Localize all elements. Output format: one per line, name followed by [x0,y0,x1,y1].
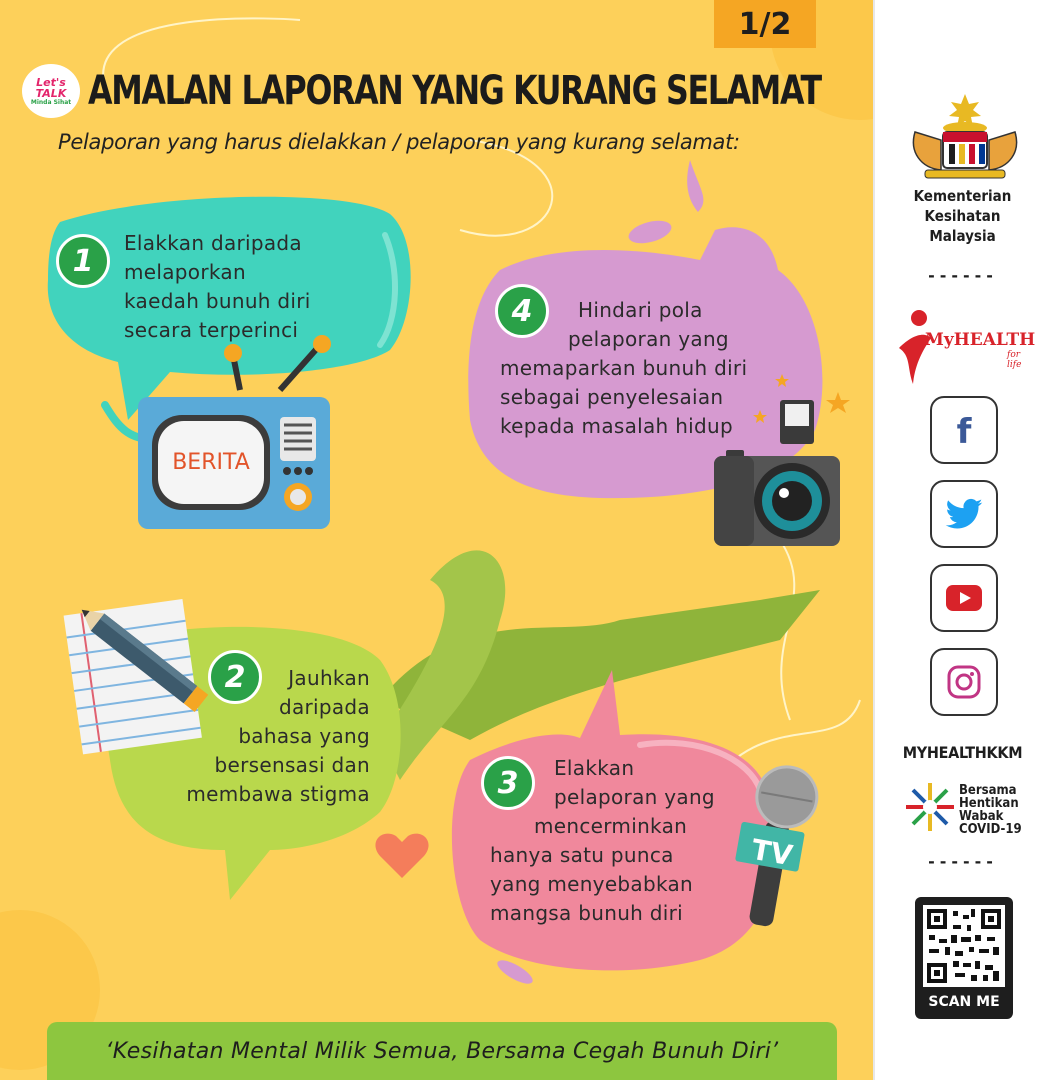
point-1-line: kaedah bunuh diri [124,289,311,313]
point-3-line: yang menyebabkan [490,872,694,896]
qr-pattern [923,905,1005,987]
social-handle: MYHEALTHKKM [902,743,1023,762]
point-3-text [490,754,730,928]
point-2-line: bahasa yang [238,724,370,748]
point-2-line: daripada [278,695,370,719]
point-3-line: pelaporan yang [554,785,715,809]
point-1-text [124,229,311,345]
tv-illustration [130,335,370,535]
scan-me-label: SCAN ME [928,994,1000,1010]
page-subtitle: Pelaporan yang harus dielakkan / pelaporan yang kurang selamat: [58,130,740,154]
ministry-line: Kesihatan [924,207,1001,225]
point-4-line: memaparkan bunuh diri [500,356,748,380]
youtube-icon [944,583,984,613]
point-3-line: mencerminkan [534,814,688,838]
point-3-line: hanya satu punca [490,843,674,867]
camera-illustration [712,398,847,548]
covid-campaign-text [959,784,1022,836]
lets-talk-logo [22,64,80,118]
twitter-icon [944,494,984,534]
covid-line: COVID-19 [959,822,1022,837]
point-4-line: Hindari pola [578,298,703,322]
footer-slogan: ‘Kesihatan Mental Milik Semua, Bersama Cegah Bunuh Diri’ [47,1022,837,1080]
heart-icon [375,834,428,878]
covid-line: Hentikan [959,796,1019,811]
point-3-badge: 3 [481,756,535,810]
logo-line1: Let's [36,75,66,89]
point-1-line: melaporkan [124,260,246,284]
page-title: AMALAN LAPORAN YANG KURANG SELAMAT [88,68,821,114]
qr-code[interactable] [923,905,1005,987]
logo-line3: Minda Sihat [30,98,72,106]
myhealth-logo [895,308,1035,388]
point-4-badge: 4 [495,284,549,338]
logo-line2: TALK [35,86,67,100]
divider: ------ [928,852,998,871]
facebook-icon [944,410,984,450]
point-4-line: pelaporan yang [568,327,729,351]
mic-tv-label: TV [749,832,795,873]
point-2-line: membawa stigma [186,782,370,806]
covid-line: Wabak [959,809,1004,824]
point-2-line: Jauhkan [288,666,370,690]
divider: ------ [928,266,998,285]
ministry-line: Kementerian [913,187,1012,205]
point-2-line: bersensasi dan [214,753,370,777]
instagram-link[interactable] [930,648,998,716]
page-number: 1/2 [714,0,816,48]
tv-screen-label: BERITA [172,450,250,475]
point-4-line: kepada masalah hidup [500,414,733,438]
ministry-name [875,186,1048,246]
twitter-link[interactable] [930,480,998,548]
facebook-link[interactable] [930,396,998,464]
covid-line: Bersama [959,783,1017,798]
point-1-line: Elakkan daripada [124,231,302,255]
youtube-link[interactable] [930,564,998,632]
instagram-icon [946,664,982,700]
point-1-badge: 1 [56,234,110,288]
point-2-text [160,664,370,809]
myhealth-tagline: for life [1007,350,1022,370]
covid-campaign-icon [903,780,957,834]
myhealth-wordmark: MyHEALTH [925,330,1036,350]
point-2-badge: 2 [208,650,262,704]
point-3-line: mangsa bunuh diri [490,901,684,925]
point-1-line: secara terperinci [124,318,299,342]
point-4-line: sebagai penyelesaian [500,385,724,409]
qr-code-card[interactable] [915,897,1013,1019]
malaysia-coat-of-arms-icon [905,92,1025,182]
svg-text:f: f [956,412,972,450]
point-3-line: Elakkan [554,756,635,780]
ministry-line: Malaysia [929,227,996,245]
sidebar [873,0,1048,1080]
